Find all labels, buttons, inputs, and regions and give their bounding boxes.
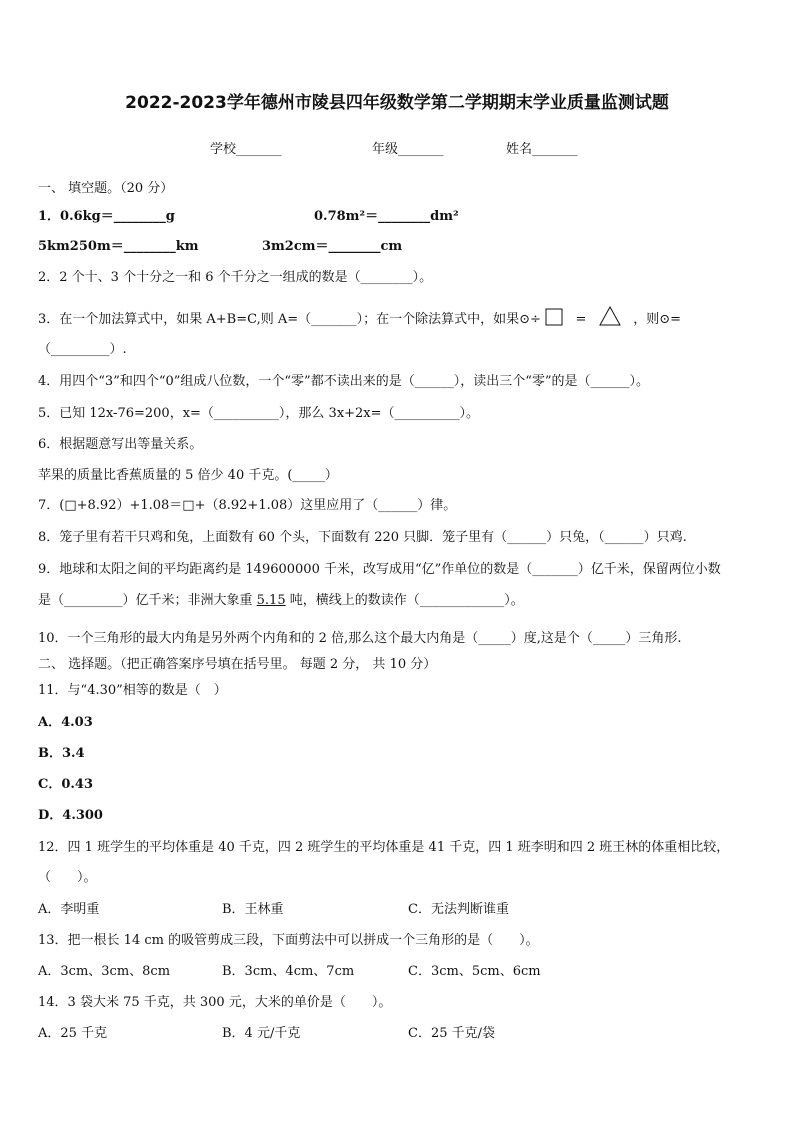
question-13: 13．把一根长 14 cm 的吸管剪成三段，下面剪法中可以拼成一个三角形的是（ ）。 [38,933,539,948]
question-1b: 0.78m²＝________dm² [314,209,459,224]
question-9-underlined-number: 5.15 [256,593,286,608]
question-3 [38,306,681,332]
question-11-option-d: D．4.300 [38,808,103,823]
question-6: 6．根据题意写出等量关系。 [38,437,203,452]
question-13-option-a: A．3cm、3cm、8cm [38,964,171,979]
question-6-sub: 苹果的质量比香蕉质量的 5 倍少 40 千克。(_____） [38,468,338,483]
question-9-line2 [38,592,524,610]
question-3-equals: = [575,312,587,327]
question-5: 5．已知 12x-76=200，x=（__________），那么 3x+2x=（__________）。 [38,406,480,421]
triangle-icon [599,306,621,332]
question-1c: 5km250m＝________km [38,239,199,254]
question-14: 14．3 袋大米 75 千克，共 300 元，大米的单价是（ ）。 [38,995,392,1010]
question-12-option-b: B．王林重 [222,902,284,917]
question-1a: 1．0.6kg＝________g [38,209,175,224]
question-9-text-a: 是（_________）亿千米；非洲大象重 [38,593,257,608]
question-9-line1: 9．地球和太阳之间的平均距离约是 149600000 千米，改写成用“亿”作单位的数是（_______）亿千米，保留两位小数 [38,562,721,577]
question-3-tail: ，则⊙= [633,312,682,327]
page-title: 2022-2023学年德州市陵县四年级数学第二学期期末学业质量监测试题 [125,93,669,113]
question-12-option-a: A．李明重 [38,902,100,917]
question-10: 10．一个三角形的最大内角是另外两个内角和的 2 倍,那么这个最大内角是（_____）度,这是个（_____）三角形. [38,631,682,646]
question-14-option-b: B．4 元/千克 [222,1026,301,1041]
section-heading-choice: 二、 选择题。（把正确答案序号填在括号里。 每题 2 分， 共 10 分） [38,657,437,672]
question-12: 12．四 1 班学生的平均体重是 40 千克，四 2 班学生的平均体重是 41 千克，四 1 班李明和四 2 班王林的体重相比较， [38,840,730,855]
question-11-option-c: C．0.43 [38,777,94,792]
question-7: 7．(□+8.92）+1.08＝□+（8.92+1.08）这里应用了（______）律。 [38,498,457,513]
question-3-line2: （_________）. [38,342,127,357]
question-11: 11．与“4.30”相等的数是（ ） [38,683,227,698]
question-11-option-b: B．3.4 [38,746,85,761]
question-14-option-a: A．25 千克 [38,1026,108,1041]
section-heading-fill: 一、 填空题。（20 分） [38,181,174,196]
question-9-text-b: 吨，横线上的数读作（_____________）。 [285,593,524,608]
question-11-option-a: A．4.03 [38,715,93,730]
grade-field: 年级_______ [372,142,444,157]
question-13-option-c: C．3cm、5cm、6cm [408,964,541,979]
question-1d: 3m2cm＝________cm [262,239,403,254]
question-4: 4．用四个“3”和四个“0”组成八位数，一个“零”都不读出来的是（______），读出三个“零”的是（______）。 [38,374,649,389]
question-14-option-c: C．25 千克/袋 [408,1026,496,1041]
question-13-option-b: B．3cm、4cm、7cm [222,964,355,979]
name-field: 姓名_______ [506,142,578,157]
question-12-line2: （ ）。 [38,870,97,885]
question-2: 2．2 个十、3 个十分之一和 6 个千分之一组成的数是（________）。 [38,270,433,285]
square-icon [545,308,563,332]
school-field: 学校_______ [210,142,282,157]
question-12-option-c: C．无法判断谁重 [408,902,509,917]
question-8: 8．笼子里有若干只鸡和兔，上面数有 60 个头，下面数有 220 只脚．笼子里有（______）只兔，（______）只鸡. [38,530,687,545]
question-3-text: 3．在一个加法算式中，如果 A+B=C,则 A=（_______）；在一个除法算式中，如果⊙÷ [38,312,541,327]
